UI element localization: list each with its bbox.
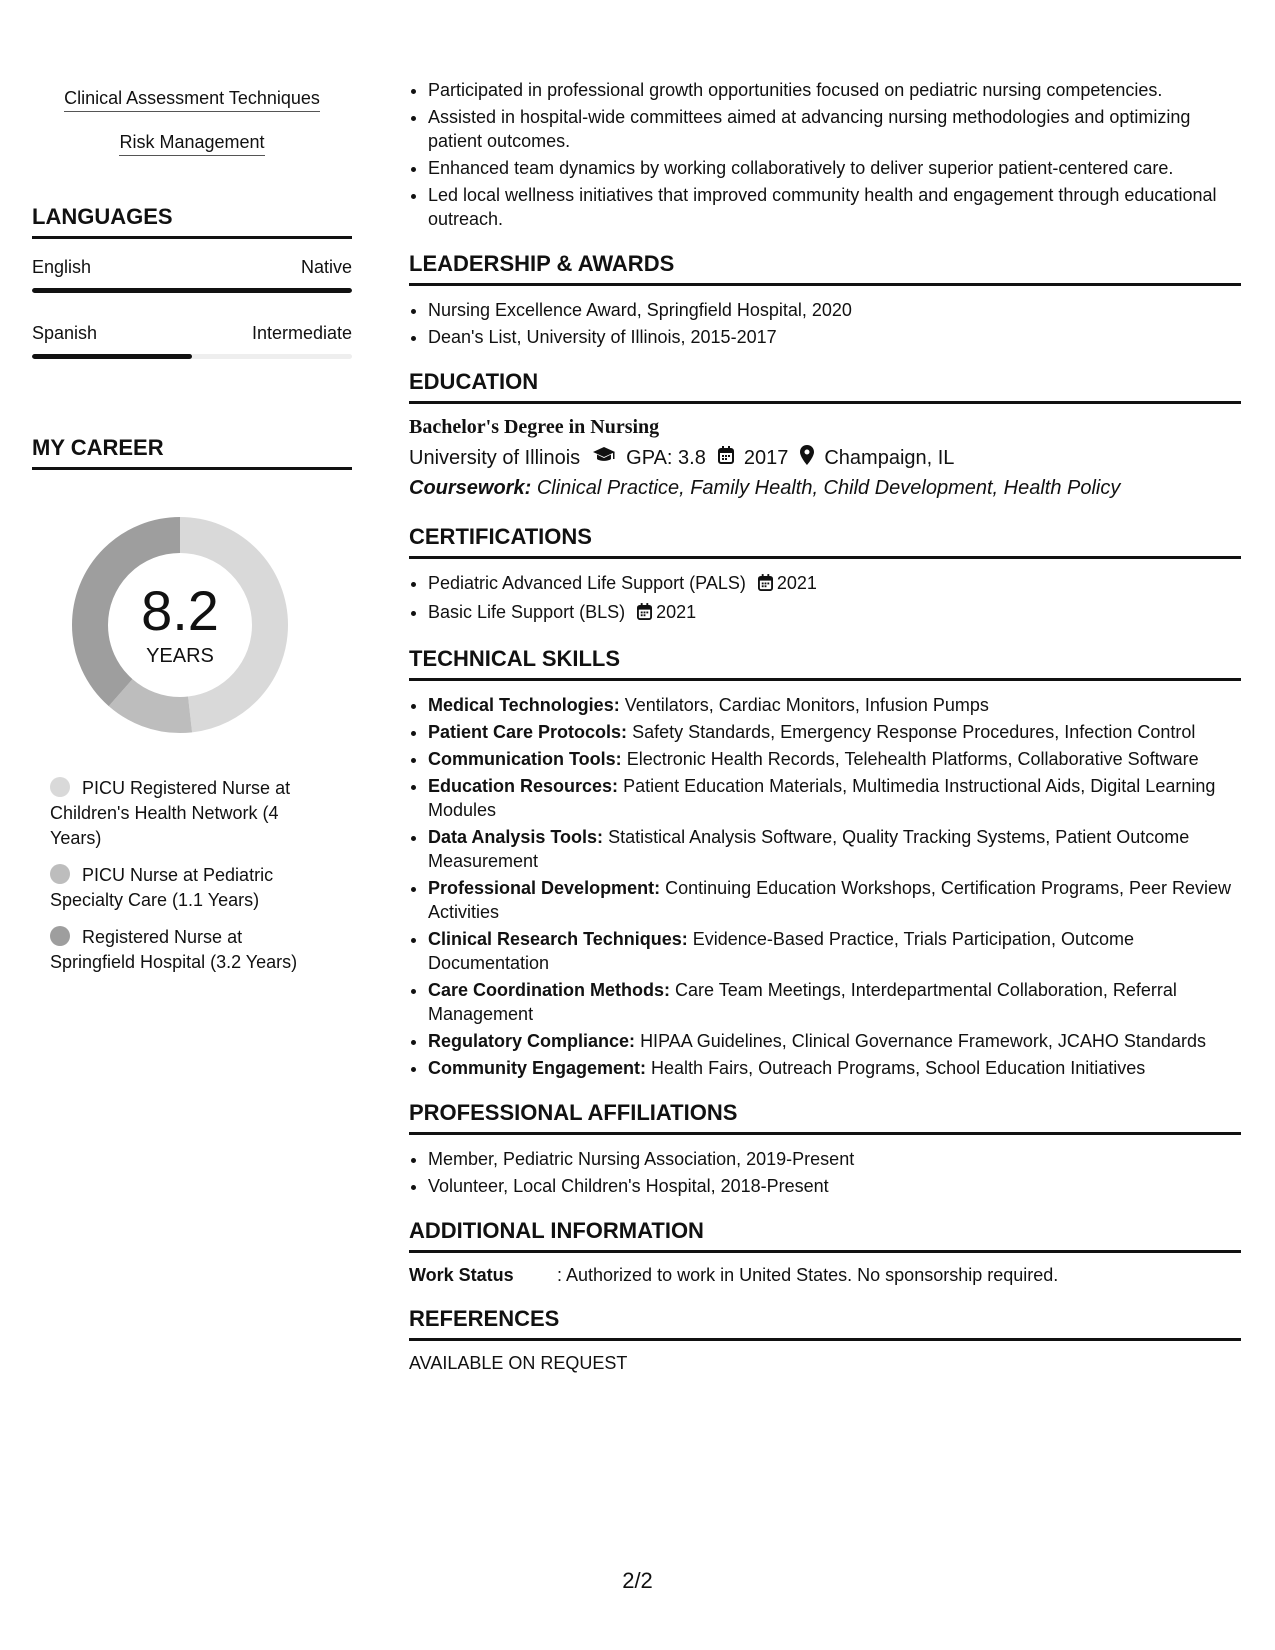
languages-heading: LANGUAGES	[32, 204, 352, 239]
graduation-year: 2017	[743, 446, 789, 469]
skill-label: Care Coordination Methods:	[428, 980, 670, 1000]
school-name: University of Illinois	[409, 446, 581, 469]
experience-bullets	[409, 78, 1241, 231]
certification-year: 2021	[776, 573, 817, 593]
language-item	[32, 257, 352, 293]
skill-value: Continuing Education Workshops, Certification Programs, Peer Review Activities	[428, 878, 1232, 922]
leadership-list	[409, 298, 1241, 349]
skill-value: HIPAA Guidelines, Clinical Governance Framework, JCAHO Standards	[640, 1031, 1206, 1051]
skill-label: Regulatory Compliance:	[428, 1031, 636, 1051]
career-item	[50, 925, 330, 975]
career-item-text: PICU Nurse at Pediatric Specialty Care (1.1 Years)	[50, 865, 274, 910]
skill-label: Education Resources:	[428, 776, 619, 796]
skill-label: Communication Tools:	[428, 749, 622, 769]
degree-title: Bachelor's Degree in Nursing	[409, 416, 660, 438]
skill-value: Electronic Health Records, Telehealth Platforms, Collaborative Software	[626, 749, 1199, 769]
career-item	[50, 863, 330, 913]
list-item: • Led local wellness initiatives that improved community health and engagement through educational outreach.	[428, 183, 1241, 231]
page-number: 2/2	[622, 1568, 653, 1593]
career-heading: MY CAREER	[32, 435, 352, 470]
language-bar	[32, 354, 352, 359]
language-level: Native	[300, 257, 352, 277]
language-bar-fill	[32, 354, 192, 359]
career-list	[50, 776, 330, 975]
leadership-heading: LEADERSHIP & AWARDS	[409, 251, 1241, 286]
main-column	[409, 78, 1241, 1374]
list-item	[428, 876, 1241, 924]
certification-year: 2021	[656, 602, 697, 622]
list-item: • Nursing Excellence Award, Springfield Hospital, 2020	[428, 298, 1241, 322]
list-item	[428, 693, 1241, 717]
graduation-cap-icon	[592, 446, 616, 470]
career-total: 8.2	[141, 578, 219, 642]
work-status	[409, 1265, 1241, 1286]
language-level: Intermediate	[251, 323, 352, 343]
list-item: • Assisted in hospital-wide committees aimed at advancing nursing methodologies and optimizing patient outcomes.	[428, 105, 1241, 153]
language-item	[32, 323, 352, 359]
list-item: • Volunteer, Local Children's Hospital, 2018-Present	[428, 1174, 1241, 1198]
list-item	[428, 571, 1241, 597]
career-item	[50, 776, 330, 851]
references-text: AVAILABLE ON REQUEST	[409, 1353, 628, 1373]
certification-name: Pediatric Advanced Life Support (PALS)	[428, 573, 746, 593]
education-heading: EDUCATION	[409, 369, 1241, 404]
legend-dot	[50, 926, 70, 946]
education-meta	[409, 445, 1241, 471]
skill-label: Professional Development:	[428, 878, 661, 898]
career-item-text: PICU Registered Nurse at Children's Health Network (4 Years)	[50, 778, 291, 848]
language-name: Spanish	[32, 323, 98, 343]
list-item	[428, 825, 1241, 873]
list-item: • Dean's List, University of Illinois, 2015-2017	[428, 325, 1241, 349]
list-item	[428, 720, 1241, 744]
skill-label: Clinical Research Techniques:	[428, 929, 688, 949]
work-status-label: Work Status	[409, 1265, 514, 1285]
skills-tail	[32, 78, 352, 166]
skill-value: Care Team Meetings, Interdepartmental Collaboration, Referral Management	[428, 980, 1177, 1024]
references-heading: REFERENCES	[409, 1306, 1241, 1341]
career-unit: YEARS	[146, 644, 214, 667]
calendar-icon	[637, 602, 652, 626]
skill-chip: Risk Management	[119, 128, 264, 156]
work-status-value: : Authorized to work in United States. No sponsorship required.	[557, 1265, 1059, 1285]
coursework-list: Clinical Practice, Family Health, Child Development, Health Policy	[536, 477, 1121, 499]
skill-label: Community Engagement:	[428, 1058, 647, 1078]
skill-label: Data Analysis Tools:	[428, 827, 604, 847]
language-bar	[32, 288, 352, 293]
list-item: • Enhanced team dynamics by working collaboratively to deliver superior patient-centered care.	[428, 156, 1241, 180]
career-item-text: Registered Nurse at Springfield Hospital (3.2 Years)	[50, 927, 298, 972]
calendar-icon	[758, 573, 773, 597]
skill-value: Patient Education Materials, Multimedia Instructional Aids, Digital Learning Modules	[428, 776, 1216, 820]
affiliations-list	[409, 1147, 1241, 1198]
list-item	[428, 927, 1241, 975]
technical-skills-heading: TECHNICAL SKILLS	[409, 646, 1241, 681]
certification-name: Basic Life Support (BLS)	[428, 602, 626, 622]
gpa: GPA: 3.8	[626, 446, 706, 469]
list-item	[428, 1029, 1241, 1053]
certifications-list	[409, 571, 1241, 626]
additional-info-heading: ADDITIONAL INFORMATION	[409, 1218, 1241, 1253]
skill-value: Statistical Analysis Software, Quality Tracking Systems, Patient Outcome Measurement	[428, 827, 1190, 871]
skill-label: Medical Technologies:	[428, 695, 620, 715]
list-item: • Participated in professional growth opportunities focused on pediatric nursing competencies.	[428, 78, 1241, 102]
map-pin-icon	[800, 445, 814, 471]
technical-skills-list	[409, 693, 1241, 1080]
skill-label: Patient Care Protocols:	[428, 722, 628, 742]
calendar-icon	[718, 446, 734, 470]
skill-value: Evidence-Based Practice, Trials Participation, Outcome Documentation	[428, 929, 1134, 973]
list-item	[428, 978, 1241, 1026]
coursework	[409, 477, 1241, 500]
skill-value: Health Fairs, Outreach Programs, School Education Initiatives	[651, 1058, 1146, 1078]
list-item	[428, 1056, 1241, 1080]
legend-dot	[50, 864, 70, 884]
career-donut	[65, 510, 295, 740]
skill-value: Ventilators, Cardiac Monitors, Infusion Pumps	[624, 695, 989, 715]
affiliations-heading: PROFESSIONAL AFFILIATIONS	[409, 1100, 1241, 1135]
language-name: English	[32, 257, 92, 277]
list-item	[428, 600, 1241, 626]
coursework-label: Coursework:	[409, 477, 532, 499]
education-location: Champaign, IL	[824, 446, 955, 469]
list-item	[428, 774, 1241, 822]
skill-value: Safety Standards, Emergency Response Procedures, Infection Control	[632, 722, 1196, 742]
legend-dot	[50, 777, 70, 797]
list-item: • Member, Pediatric Nursing Association, 2019-Present	[428, 1147, 1241, 1171]
sidebar	[32, 78, 352, 987]
certifications-heading: CERTIFICATIONS	[409, 524, 1241, 559]
list-item	[428, 747, 1241, 771]
skill-chip: Clinical Assessment Techniques	[64, 84, 320, 112]
language-bar-fill	[32, 288, 352, 293]
